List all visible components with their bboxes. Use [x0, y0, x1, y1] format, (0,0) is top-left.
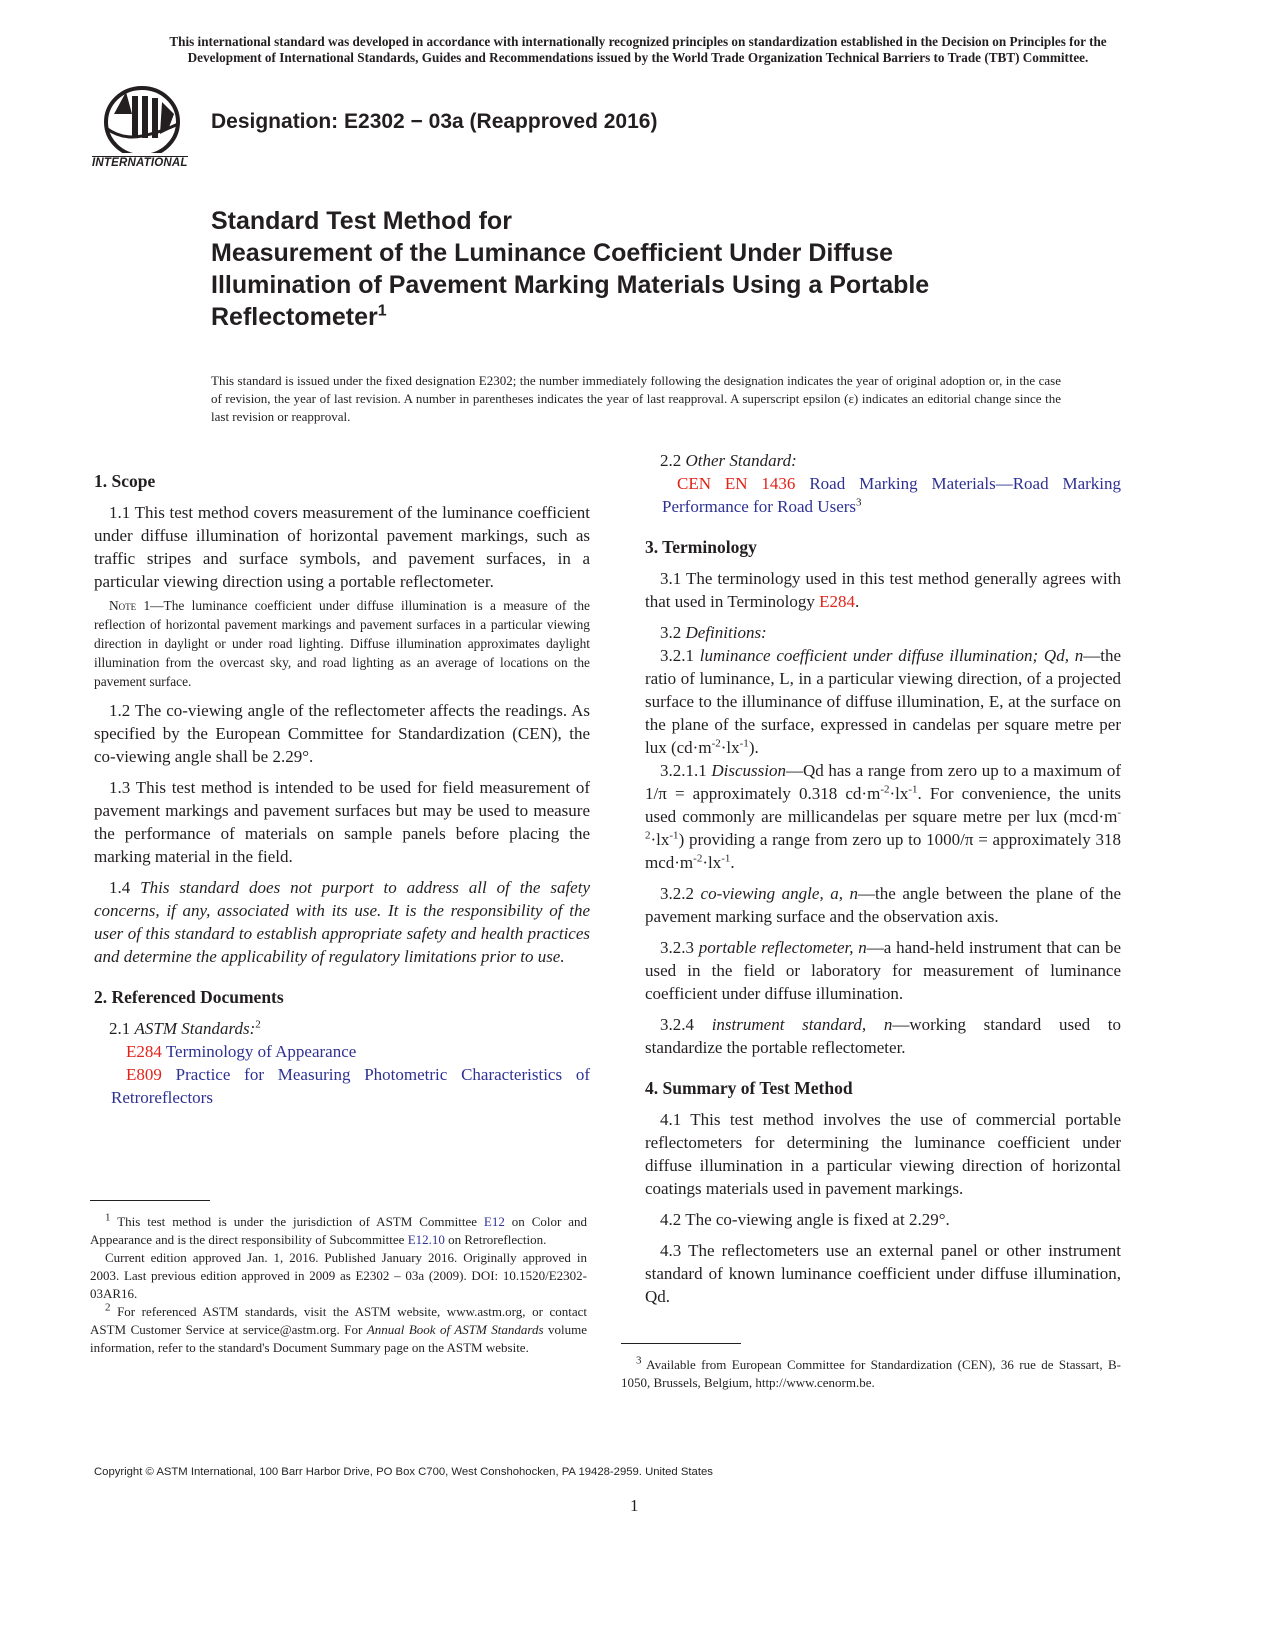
unit-lx: ·lx [650, 830, 670, 849]
para-3-2-1 [645, 644, 1121, 759]
title-line-3: Illumination of Pavement Marking Materials Using a Portable [211, 271, 930, 299]
ref-e809-title[interactable]: Practice for Measuring Photometric Characteristics of Retroreflectors [111, 1065, 591, 1107]
link-e284[interactable]: E284 [819, 592, 856, 611]
para-2-1-text: ASTM Standards: [134, 1019, 256, 1038]
footnote-1 [90, 1213, 587, 1249]
discussion-end: . [730, 853, 735, 872]
footnote-2-italic: Annual Book of ASTM Standards [366, 1322, 544, 1337]
document-title [211, 205, 1111, 333]
link-e12-10[interactable]: E12.10 [407, 1232, 445, 1247]
footnote-rule-left [90, 1200, 210, 1201]
page-number: 1 [630, 1496, 639, 1515]
tbt-notice [88, 34, 1188, 66]
para-1-4 [94, 876, 590, 968]
left-column [94, 470, 590, 1109]
para-1-1: 1.1 This test method covers measurement of the luminance coefficient under diffuse illumination of horizontal pavement markings, such as traffic stripes and surface symbols, and pavement surfaces, in a particular viewing direction using a portable reflectometer. [94, 503, 590, 591]
astm-logo [92, 84, 194, 172]
footnote-1-text-c: on Retroreflection. [448, 1232, 547, 1247]
para-3-2-2-term: co-viewing angle, a, n [700, 884, 859, 903]
para-2-2 [645, 449, 1121, 472]
footnote-1-edition: Current edition approved Jan. 1, 2016. Published January 2016. Originally approved in 2003. Last previous edition approved in 2009 as E2302 – 03a (2009). DOI: 10.1520/E2302-03AR16. [90, 1250, 587, 1301]
note-label: Note [109, 598, 137, 613]
title-line-4: Reflectometer [211, 303, 378, 331]
exponent: -1 [721, 852, 731, 865]
para-2-2-num: 2.2 [660, 451, 682, 470]
para-3-2-3-text: —a hand-held instrument that can be used in the field or laboratory for measurement of luminance coefficient under diffuse illumination. [645, 938, 1121, 1003]
note-1-text: 1—The luminance coefficient under diffuse illumination is a measure of the reflection of horizontal pavement markings and pavement surfaces in a particular viewing direction in daylight or under road lighting. Diffuse illumination approximates daylight illumination from the overcast sky, and road lighting as an average of locations on the pavement surface. [94, 598, 590, 689]
footnotes-right [621, 1356, 1121, 1392]
para-3-2-4-text: —working standard used to standardize the portable reflectometer. [645, 1015, 1122, 1057]
para-1-4-num: 1.4 [109, 878, 131, 897]
footnote-1-text-a: This test method is under the jurisdiction of ASTM Committee [117, 1214, 477, 1229]
footnote-3-mark: 3 [636, 1354, 642, 1367]
para-3-2-1-1-term: Discussion [711, 761, 786, 780]
unit-lx: ·lx [702, 853, 722, 872]
para-1-2: 1.2 The co-viewing angle of the reflectometer affects the readings. As specified by the European Committee for Standardization (CEN), the co-viewing angle shall be 2.29°. [94, 701, 590, 766]
ref-e809-code[interactable]: E809 [126, 1065, 162, 1084]
para-3-2-text: Definitions: [685, 623, 767, 642]
para-3-2-2-text: —the angle between the plane of the pavement marking surface and the observation axis. [645, 884, 1122, 926]
footnote-2 [90, 1303, 587, 1357]
footnote-1-mark: 1 [105, 1211, 111, 1224]
para-4-3: 4.3 The reflectometers use an external panel or other instrument standard of known luminance coefficient under diffuse illumination, Qd. [645, 1241, 1121, 1306]
notice-line-2: Development of International Standards, Guides and Recommendations issued by the World Trade Organization Technical Barriers to Trade (TBT) Committee. [187, 50, 1089, 65]
right-column [645, 449, 1121, 1308]
title-line-1: Standard Test Method for [211, 207, 512, 235]
ref-cen-title[interactable]: Road Marking Materials—Road Marking Performance for Road Users [662, 474, 1122, 516]
exponent: -1 [908, 783, 918, 796]
link-e12[interactable]: E12 [483, 1214, 505, 1229]
footnote-ref-2: 2 [255, 1018, 261, 1031]
para-3-1-text: 3.1 The terminology used in this test method generally agrees with that used in Terminology [645, 569, 1121, 611]
para-3-2-1-text: —the ratio of luminance, L, in a particular viewing direction, of a projected surface to the illuminance of diffuse illumination, E, at the surface on the plane of the surface, expressed in candelas per square metre per lux (cd·m [645, 646, 1121, 757]
reference-e284[interactable] [94, 1040, 590, 1063]
para-3-2-1-num: 3.2.1 [660, 646, 694, 665]
note-1 [94, 596, 590, 691]
para-2-1-num: 2.1 [109, 1019, 131, 1038]
footnote-ref-3: 3 [856, 496, 862, 509]
section-4-heading: 4. Summary of Test Method [645, 1078, 853, 1098]
unit-lx: ·lx [889, 784, 909, 803]
exponent: -2 [645, 806, 1121, 842]
ref-e284-title[interactable]: Terminology of Appearance [165, 1042, 357, 1061]
title-footnote-mark: 1 [377, 302, 387, 320]
exponent: -1 [739, 737, 749, 750]
issued-note: This standard is issued under the fixed designation E2302; the number immediately following the designation indicates the year of original adoption or, in the case of revision, the year of last revision. A number in parentheses indicates the year of last reapproval. A superscript epsilon (ε) indicates an editorial change since the last revision or reapproval. [211, 373, 1061, 424]
footnote-3-text: Available from European Committee for Standardization (CEN), 36 rue de Stassart, B-1050, Brussels, Belgium, http://www.cenorm.be. [621, 1357, 1121, 1390]
para-3-2-1-1-num: 3.2.1.1 [660, 761, 707, 780]
copyright-line: Copyright © ASTM International, 100 Barr Harbor Drive, PO Box C700, West Conshohocken, PA 19428-2959. United States [94, 1466, 713, 1478]
para-1-4-text: This standard does not purport to address all of the safety concerns, if any, associated with its use. It is the responsibility of the user of this standard to establish appropriate safety and health practices and determine the applicability of regulatory limitations prior to use. [94, 878, 590, 966]
exponent: -2 [693, 852, 703, 865]
footnote-2-text-b: volume information, refer to the standard's Document Summary page on the ASTM website. [90, 1322, 588, 1355]
para-4-2: 4.2 The co-viewing angle is fixed at 2.29°. [660, 1210, 950, 1229]
para-3-2-2-num: 3.2.2 [660, 884, 694, 903]
para-3-2-3 [645, 936, 1121, 1005]
para-3-2-1-term: luminance coefficient under diffuse illumination; Qd, n [699, 646, 1084, 665]
para-3-2-3-num: 3.2.3 [660, 938, 694, 957]
reference-e809[interactable] [94, 1063, 590, 1109]
discussion-text-c: . For convenience, the units used commonly are millicandelas per square metre per lux (mcd·m [645, 784, 1121, 826]
exponent: -1 [669, 829, 679, 842]
section-2-heading: 2. Referenced Documents [94, 987, 284, 1007]
reference-cen-en-1436[interactable] [645, 472, 1121, 518]
para-3-1 [645, 567, 1121, 613]
para-2-1 [94, 1017, 590, 1040]
exponent: -2 [711, 737, 721, 750]
para-3-2-1-end: ). [748, 738, 759, 757]
para-3-2-3-term: portable reflectometer, n [698, 938, 867, 957]
para-3-1-end: . [855, 592, 860, 611]
discussion-text-e: ) providing a range from zero up to 1000/π = approximately 318 mcd·m [645, 830, 1121, 872]
discussion-text-a: —Qd has a range from zero up to a maximum of 1/π = approximately 0.318 cd·m [645, 761, 1122, 803]
logo-international-text: INTERNATIONAL [92, 157, 188, 169]
footnotes-left [90, 1213, 587, 1357]
notice-line-1: This international standard was developed in accordance with internationally recognized principles on standardization established in the Decision on Principles for the [169, 34, 1107, 49]
para-3-2-4-term: instrument standard, n [711, 1015, 893, 1034]
footnote-rule-right [621, 1343, 741, 1344]
para-2-2-text: Other Standard: [685, 451, 797, 470]
ref-cen-code[interactable]: CEN EN 1436 [677, 474, 796, 493]
footnote-2-mark: 2 [105, 1301, 111, 1314]
footnote-3 [621, 1356, 1121, 1392]
title-line-2: Measurement of the Luminance Coefficient Under Diffuse [211, 239, 894, 267]
section-3-heading: 3. Terminology [645, 537, 757, 557]
para-3-2-2 [645, 882, 1121, 928]
para-1-3: 1.3 This test method is intended to be used for field measurement of pavement markings and pavement surfaces but may be used to measure the performance of materials on sample panels before placing the marking material in the field. [94, 778, 590, 866]
para-3-2-4-num: 3.2.4 [660, 1015, 694, 1034]
exponent: -2 [880, 783, 890, 796]
ref-e284-code[interactable]: E284 [126, 1042, 162, 1061]
para-4-1: 4.1 This test method involves the use of commercial portable reflectometers for determining the luminance coefficient under diffuse illumination in a particular viewing direction of horizontal coatings materials used in pavement markings. [645, 1110, 1121, 1198]
para-3-2-1-1 [645, 759, 1121, 874]
footnote-1-text-b: on Color and Appearance and is the direct responsibility of Subcommittee [90, 1214, 588, 1247]
para-3-2 [645, 621, 1121, 644]
unit-lx: ·lx [720, 738, 740, 757]
para-3-2-4 [645, 1013, 1121, 1059]
footnote-2-text-a: For referenced ASTM standards, visit the ASTM website, www.astm.org, or contact ASTM Customer Service at service@astm.org. For [90, 1304, 587, 1337]
section-1-heading: 1. Scope [94, 471, 156, 491]
para-3-2-num: 3.2 [660, 623, 682, 642]
designation: Designation: E2302 − 03a (Reapproved 2016) [211, 110, 658, 133]
